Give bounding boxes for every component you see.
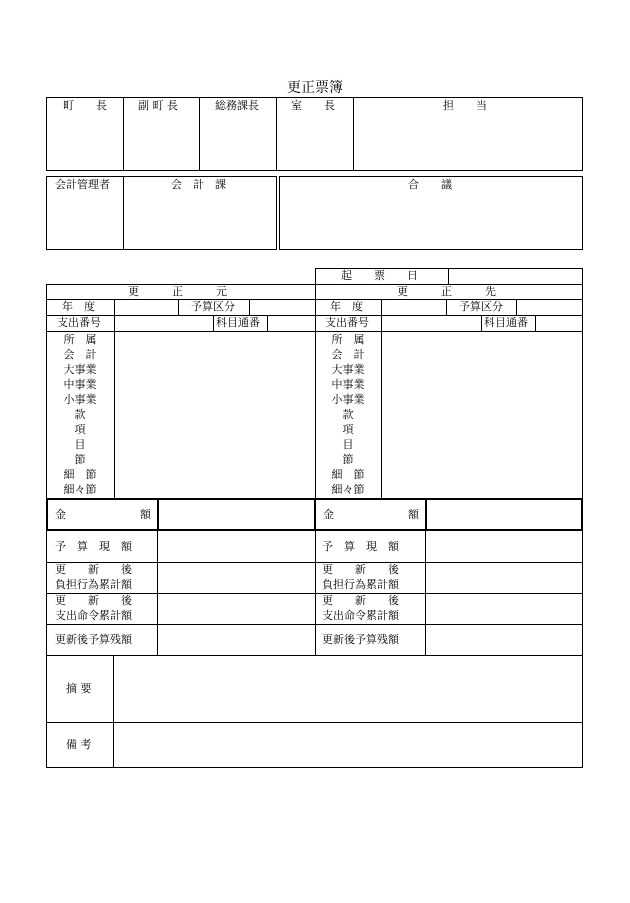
classification-label: 小事業 [63, 393, 97, 406]
classification-label: 所 属 [331, 333, 365, 346]
left-zangaku-field[interactable] [158, 625, 314, 654]
left-classification-labels [46, 332, 114, 497]
classification-label: 大事業 [63, 363, 97, 376]
left-shishutsu-bango-label: 支出番号 [57, 316, 101, 329]
classification-label: 目 [74, 438, 86, 451]
left-kingaku-label: 金 額 [55, 508, 151, 521]
left-futan-koui-field[interactable] [158, 563, 314, 592]
left-futan-koui-label: 負担行為累計額 [55, 578, 132, 591]
page-title: 更正票簿 [287, 80, 343, 96]
approval-stamp-cell-deputy-mayor[interactable]: 副 町 長 [138, 99, 178, 112]
classification-label: 項 [342, 423, 354, 436]
classification-label: 大事業 [331, 363, 365, 376]
classification-label: 中事業 [63, 378, 97, 391]
classification-label: 細々節 [331, 483, 365, 496]
classification-label: 中事業 [331, 378, 365, 391]
classification-label: 所 属 [63, 333, 97, 346]
biko-field[interactable] [114, 723, 582, 767]
right-shishutsu-meirei-field[interactable] [426, 594, 582, 623]
right-header-koushin-saki: 更 正 先 [397, 285, 496, 298]
classification-label: 会 計 [331, 348, 365, 361]
right-kamoku-tsuban-field[interactable] [536, 316, 582, 330]
right-shishutsu-meirei-label: 支出命令累計額 [322, 609, 399, 622]
left-kingaku-field[interactable] [160, 500, 313, 529]
right-kingaku-label: 金 額 [323, 508, 419, 521]
kihyo-date-label: 起 票 日 [341, 269, 418, 282]
left-yosan-kubun-field[interactable] [250, 300, 314, 314]
approval-stamp-cell-council[interactable]: 合 議 [408, 178, 452, 191]
left-kamoku-tsuban-field[interactable] [268, 316, 314, 330]
left-nendo-field[interactable] [115, 300, 177, 314]
classification-label: 細 節 [331, 468, 365, 481]
right-koushin-go-label: 更 新 後 [322, 563, 399, 576]
left-koushin-go-label: 更 新 後 [55, 594, 132, 607]
right-shishutsu-bango-field[interactable] [382, 316, 480, 330]
right-nendo-label: 年 度 [330, 300, 363, 313]
right-futan-koui-field[interactable] [426, 563, 582, 592]
classification-label: 細 節 [63, 468, 97, 481]
approval-stamp-cell-accounting-section[interactable]: 会 計 課 [171, 178, 226, 191]
right-kamoku-tsuban-label: 科目通番 [484, 316, 528, 329]
tekiyo-label: 摘 要 [66, 682, 92, 695]
right-yosan-gengaku-field[interactable] [426, 532, 582, 561]
classification-label: 款 [74, 408, 86, 421]
right-yosan-gengaku-label: 予 算 現 額 [322, 540, 399, 553]
left-classification-field[interactable] [115, 332, 314, 497]
classification-label: 会 計 [63, 348, 97, 361]
approval-stamp-cell-office-chief[interactable]: 室 長 [291, 99, 335, 112]
tekiyo-field[interactable] [114, 656, 582, 721]
left-yosan-gengaku-label: 予 算 現 額 [55, 540, 132, 553]
right-classification-labels [315, 332, 381, 497]
left-shishutsu-meirei-label: 支出命令累計額 [55, 609, 132, 622]
approval-stamp-cell-mayor[interactable]: 町 長 [63, 99, 107, 112]
right-nendo-field[interactable] [382, 300, 445, 314]
right-yosan-kubun-field[interactable] [517, 300, 582, 314]
classification-label: 細々節 [63, 483, 97, 496]
left-shishutsu-meirei-field[interactable] [158, 594, 314, 623]
right-kingaku-field[interactable] [428, 500, 581, 529]
left-yosan-gengaku-field[interactable] [158, 532, 314, 561]
approval-stamp-cell-general-affairs[interactable]: 総務課長 [215, 99, 259, 112]
approval-stamp-cell-accounting-manager[interactable]: 会計管理者 [55, 178, 110, 191]
classification-label: 目 [342, 438, 354, 451]
right-classification-field[interactable] [382, 332, 582, 497]
kihyo-date-field[interactable] [449, 269, 582, 284]
classification-label: 節 [342, 453, 354, 466]
left-kamoku-tsuban-label: 科目通番 [216, 316, 260, 329]
left-header-koushin-moto: 更 正 元 [128, 285, 227, 298]
biko-label: 備 考 [66, 738, 92, 751]
left-koushin-go-label: 更 新 後 [55, 563, 132, 576]
right-koushin-go-label: 更 新 後 [322, 594, 399, 607]
right-shishutsu-bango-label: 支出番号 [325, 316, 369, 329]
classification-label: 節 [74, 453, 86, 466]
right-yosan-kubun-label: 予算区分 [459, 300, 503, 313]
left-yosan-kubun-label: 予算区分 [191, 300, 235, 313]
right-zangaku-label: 更新後予算残額 [322, 633, 399, 646]
classification-label: 小事業 [331, 393, 365, 406]
left-nendo-label: 年 度 [62, 300, 95, 313]
approval-stamp-cell-staff[interactable]: 担 当 [443, 99, 487, 112]
left-shishutsu-bango-field[interactable] [115, 316, 212, 330]
left-zangaku-label: 更新後予算残額 [55, 633, 132, 646]
right-futan-koui-label: 負担行為累計額 [322, 578, 399, 591]
classification-label: 項 [74, 423, 86, 436]
right-zangaku-field[interactable] [426, 625, 582, 654]
classification-label: 款 [342, 408, 354, 421]
